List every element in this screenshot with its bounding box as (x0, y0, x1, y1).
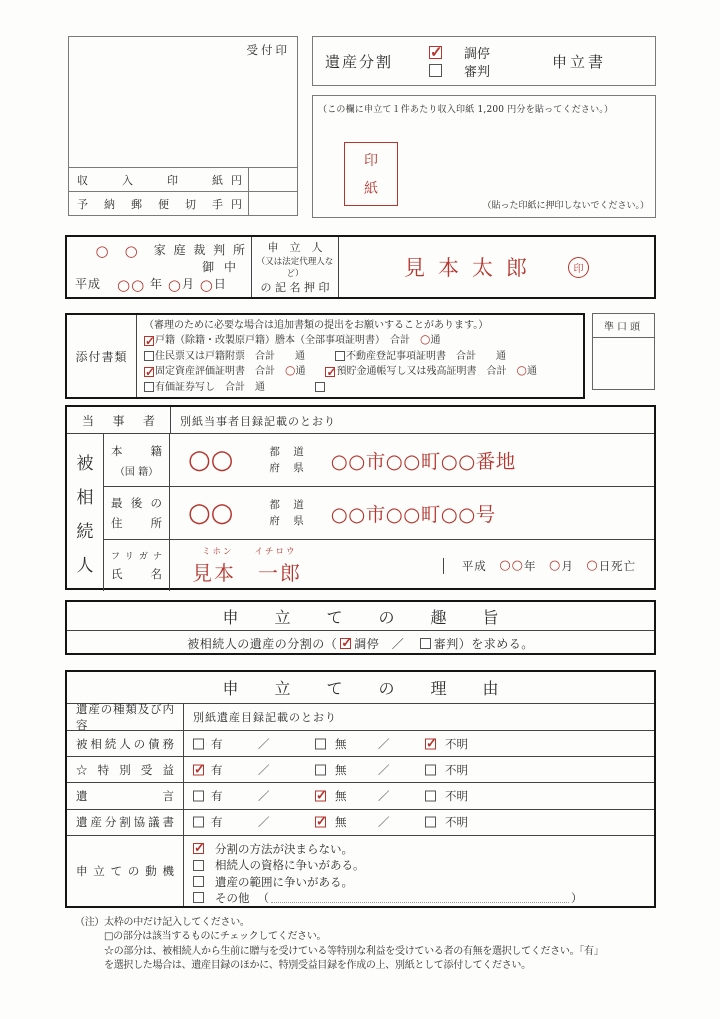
motive-option-2 (184, 857, 654, 873)
registered-domicile-label (104, 434, 170, 486)
will-yes-checkbox[interactable] (193, 791, 204, 802)
motive-option-other (184, 890, 654, 906)
decedent-name-row (104, 540, 654, 591)
text-segment: 審判）を求める。 (433, 636, 534, 651)
registered-domicile-value[interactable]: ○○ 都 道 府 県 ○○市○○町○○番地 (188, 445, 516, 475)
text-segment: 年 (145, 277, 168, 291)
note-marker: （注） (75, 917, 105, 928)
checkbox[interactable] (335, 351, 345, 361)
text-segment: 調停 ／ (354, 636, 417, 651)
will-yes-label: 有 (211, 789, 223, 804)
case-type-label: 遺産分割 (325, 52, 394, 71)
petitioner-caption-column (251, 237, 339, 297)
text-segment: 不動産登記事項証明書 合計 通 (346, 350, 506, 362)
motive-label: 申立ての動機 (67, 836, 184, 906)
reason-box (65, 670, 656, 908)
text-segment: 家 庭 裁 判 所 (139, 243, 247, 257)
slash: ／ (258, 815, 270, 830)
division-agreement-row (67, 810, 654, 836)
slash: ／ (378, 789, 390, 804)
debt-row (67, 731, 654, 757)
gist-title: 申立ての趣旨 (67, 602, 654, 631)
yen-unit: 円 (231, 197, 242, 211)
amount-field[interactable] (248, 168, 297, 191)
text-segment: ○ (199, 276, 214, 294)
court-name-line (67, 241, 251, 258)
stamp-instruction-top: （この欄に申立て１件あたり収入印紙 1,200 円分を貼ってください。） (318, 105, 614, 115)
motive-1-label: 分割の方法が決まらない。 (215, 841, 353, 856)
junkoto-box (592, 313, 655, 390)
other-text-field[interactable] (271, 892, 569, 903)
attachment-item-yukashoken (144, 380, 576, 395)
text-segment: ○○ (101, 276, 146, 294)
shinpan-checkbox[interactable] (429, 64, 442, 77)
agreement-unknown-label: 不明 (445, 815, 468, 830)
text-segment: （審理のために必要な場合は追加書類の提出をお願いすることがあります。） (144, 320, 489, 331)
division-agreement-options (184, 810, 654, 835)
decedent-char: 被 (76, 454, 94, 474)
death-date-cell[interactable]: 平成 ○○ 年 ○ 月 ○ 日死亡 (443, 558, 654, 574)
stamp-char-1: 印 (364, 153, 378, 170)
note-line-1: （注）太枠の中だけ記入してください。 (75, 917, 250, 928)
checkbox[interactable] (144, 351, 154, 361)
parties-box (65, 405, 656, 590)
postage-row (69, 191, 297, 215)
debt-unknown-label: 不明 (445, 736, 468, 751)
special-unknown-label: 不明 (445, 762, 468, 777)
motive-options (184, 836, 654, 906)
document-title: 申立書 (552, 52, 607, 71)
agreement-no-label: 無 (335, 815, 347, 830)
text-segment: 月 (561, 558, 587, 573)
debt-options (184, 731, 654, 756)
name-content (170, 540, 654, 591)
reception-stamp-label: 受付印 (246, 43, 290, 57)
motive-other-checkbox[interactable] (193, 892, 204, 903)
stamp-char-2: 紙 (364, 180, 378, 197)
gist-box (65, 600, 656, 655)
procedure-options (429, 43, 490, 79)
text-segment (111, 243, 125, 257)
petitioner-caption-2: （又は法定代理人など） (256, 257, 334, 279)
text-segment: 有価証券写し 合計 通 (155, 381, 315, 393)
petitioner-name: 見本太郎 (404, 256, 540, 280)
special-benefit-label: ☆特別受益 (67, 757, 184, 782)
debt-unknown-checkbox[interactable]: ✓ (426, 736, 437, 752)
text-segment: 年 (524, 558, 549, 573)
pref-line: 都 道 (269, 445, 309, 458)
fee-rows (69, 167, 297, 215)
agreement-unknown-checkbox[interactable] (425, 817, 436, 828)
decedent-name: 見本 一郎 (192, 561, 302, 585)
estate-kind-row (67, 704, 654, 731)
decedent-char: 続 (76, 522, 94, 542)
chotei-checkbox[interactable]: ✓ (430, 42, 443, 61)
text-segment: 通 (430, 335, 441, 347)
stamp-placement-frame (344, 142, 398, 206)
will-options (184, 783, 654, 808)
reason-title: 申立ての理由 (67, 672, 654, 704)
open-paren: （ (257, 890, 269, 905)
division-agreement-label: 遺産分割協議書 (67, 810, 184, 835)
last-address-row (104, 487, 654, 540)
motive-2-checkbox[interactable] (193, 860, 204, 871)
text-segment: ○ (420, 332, 431, 347)
option-chotei (429, 43, 490, 61)
motive-row (67, 836, 654, 906)
label-line: 最後の (111, 496, 162, 510)
text-segment: 平成 (461, 558, 500, 573)
stamp-paste-area (312, 95, 656, 218)
pref-line: 府 県 (269, 462, 309, 474)
court-honorific: 御 中 (202, 260, 239, 274)
attachments-label: 添付書類 (67, 315, 137, 397)
decedent-name-cell[interactable] (170, 545, 443, 586)
agreement-no-checkbox[interactable]: ✓ (316, 814, 327, 830)
parties-value: 別紙当事者目録記載のとおり (180, 415, 336, 428)
label-line: 本籍 (111, 443, 162, 458)
petitioner-caption-3: の 記 名 押 印 (260, 281, 330, 294)
court-petitioner-band (65, 235, 656, 299)
motive-3-checkbox[interactable] (193, 876, 204, 887)
special-no-label: 無 (335, 762, 347, 777)
text-segment: ○ (167, 276, 182, 294)
yen-unit: 円 (231, 173, 242, 187)
close-paren: ） (571, 890, 583, 905)
motive-1-checkbox[interactable]: ✓ (194, 841, 205, 857)
debt-label: 被相続人の債務 (67, 731, 184, 756)
slash: ／ (258, 736, 270, 751)
gist-statement (67, 631, 654, 655)
court-date-column (67, 237, 251, 297)
seal-mark-icon: 印 (568, 257, 589, 278)
shinpan-label: 審判 (464, 64, 491, 80)
debt-yes-label: 有 (211, 736, 223, 751)
checkbox[interactable]: ✓ (326, 365, 337, 380)
name-label-text: 氏 名 (111, 567, 162, 581)
text-segment: 通 (526, 366, 537, 378)
registered-domicile-row (104, 434, 654, 487)
special-yes-label: 有 (211, 762, 223, 777)
text-segment: 日死亡 (598, 558, 637, 573)
checkbox[interactable]: ✓ (145, 365, 156, 380)
will-row (67, 783, 654, 809)
decedent-vertical-label (67, 434, 104, 591)
footer-notes (75, 916, 667, 974)
parties-label: 当事者 (67, 407, 171, 433)
text-segment: 通 (295, 366, 326, 378)
checkbox[interactable] (315, 382, 325, 392)
case-title-box (312, 36, 656, 86)
checkbox[interactable]: ✓ (341, 635, 353, 651)
note-line-2: □の部分は該当するものにチェックしてください。 (104, 931, 327, 943)
checkbox[interactable] (420, 638, 431, 649)
slash: ／ (378, 815, 390, 830)
label-line: （国 籍） (114, 466, 159, 478)
agreement-yes-label: 有 (211, 815, 223, 830)
text-segment: 住民票又は戸籍附票 合計 通 (155, 350, 335, 362)
text-segment: ○ (285, 363, 296, 378)
will-label: 遺言 (67, 783, 184, 808)
text-segment: 日 (213, 277, 227, 291)
text-segment: ○ (516, 363, 527, 378)
attachments-box (65, 313, 585, 399)
last-address: ○○市○○町○○号 (330, 503, 496, 526)
parties-row (67, 407, 654, 434)
prefecture-suffix (269, 444, 308, 477)
option-shinpan (429, 61, 490, 79)
attachment-item-koseki (144, 333, 576, 348)
pref-line: 府 県 (269, 515, 309, 527)
stamp-instruction-bottom: （貼った印紙に押印しないでください。） (482, 201, 649, 211)
revenue-stamp-label: 収入印紙 (77, 173, 223, 187)
decedent-char: 人 (76, 556, 94, 576)
name-label (104, 540, 170, 591)
prefecture-suffix (269, 497, 308, 530)
attachments-note (144, 318, 576, 333)
debt-yes-checkbox[interactable] (193, 738, 204, 749)
note-line-3: ☆の部分は、被相続人から生前に贈与を受けている等特別な利益を受けている者の有無を選択してください。「有」 (104, 945, 604, 957)
text-segment: 平成 (75, 277, 102, 291)
special-benefit-options (184, 757, 654, 782)
last-address-value[interactable]: ○○ 都 道 府 県 ○○市○○町○○号 (188, 498, 496, 528)
petitioner-caption-1: 申 立 人 (267, 241, 323, 254)
receipt-stamp-box (68, 36, 298, 216)
furigana-label: フリガナ (111, 552, 162, 562)
attachments-list (137, 315, 583, 397)
text-segment: 預貯金通帳写し又は残高証明書 合計 (336, 366, 517, 378)
junkoto-header: 準口頭 (593, 314, 654, 338)
special-unknown-checkbox[interactable] (425, 764, 436, 775)
pref-line: 都 道 (269, 498, 309, 511)
motive-2-label: 相続人の資格に争いがある。 (215, 858, 365, 873)
decedent-char: 相 (76, 488, 94, 508)
special-yes-checkbox[interactable]: ✓ (194, 762, 205, 778)
label-line: 住 所 (111, 516, 162, 530)
slash: ／ (378, 736, 390, 751)
will-unknown-label: 不明 (445, 789, 468, 804)
motive-3-label: 遺産の範囲に争いがある。 (215, 874, 353, 889)
petitioner-name-cell[interactable] (339, 237, 654, 297)
estate-kind-value: 別紙遺産目録記載のとおり (193, 711, 337, 725)
slash: ／ (258, 762, 270, 777)
last-address-label (104, 487, 170, 539)
checkbox[interactable]: ✓ (145, 334, 156, 349)
text-segment: 月 (181, 277, 200, 291)
agreement-yes-checkbox[interactable] (193, 817, 204, 828)
will-unknown-checkbox[interactable] (425, 791, 436, 802)
decedent-section (67, 434, 654, 591)
filing-date-line (67, 275, 251, 292)
text-segment: ○ (95, 242, 111, 260)
motive-option-1 (184, 841, 654, 857)
checkbox[interactable] (144, 382, 154, 392)
postage-label: 予納郵便切手 (77, 197, 223, 211)
attachment-item-juminhyo-toki (144, 349, 576, 364)
will-no-label: 無 (335, 789, 347, 804)
attachment-item-kotei-yochokin (144, 364, 576, 379)
chotei-label: 調停 (464, 46, 491, 62)
special-benefit-row (67, 757, 654, 783)
motive-other-label: その他 (215, 890, 250, 905)
text-segment: 被相続人の遺産の分割の（ (187, 636, 338, 651)
estate-kind-label: 遺産の種類及び内容 (67, 704, 184, 730)
text-segment: 戸籍（除籍・改製原戸籍）謄本（全部事項証明書） 合計 (155, 335, 420, 347)
text-segment: 固定資産評価証明書 合計 (155, 366, 285, 378)
debt-no-checkbox[interactable] (315, 738, 326, 749)
revenue-stamp-row (69, 167, 297, 191)
motive-option-3 (184, 873, 654, 889)
amount-field[interactable] (248, 192, 297, 215)
domicile-address: ○○市○○町○○番地 (330, 450, 516, 473)
special-no-checkbox[interactable] (315, 764, 326, 775)
will-no-checkbox[interactable]: ✓ (316, 788, 327, 804)
slash: ／ (378, 762, 390, 777)
debt-no-label: 無 (335, 736, 347, 751)
furigana-text: ミホン イチロウ (202, 547, 297, 557)
slash: ／ (258, 789, 270, 804)
text-segment: ○ (124, 242, 140, 260)
note-line-4: を選択した場合は、遺産目録のほかに、特別受益目録を作成の上、別紙として添付してください。 (104, 960, 531, 972)
